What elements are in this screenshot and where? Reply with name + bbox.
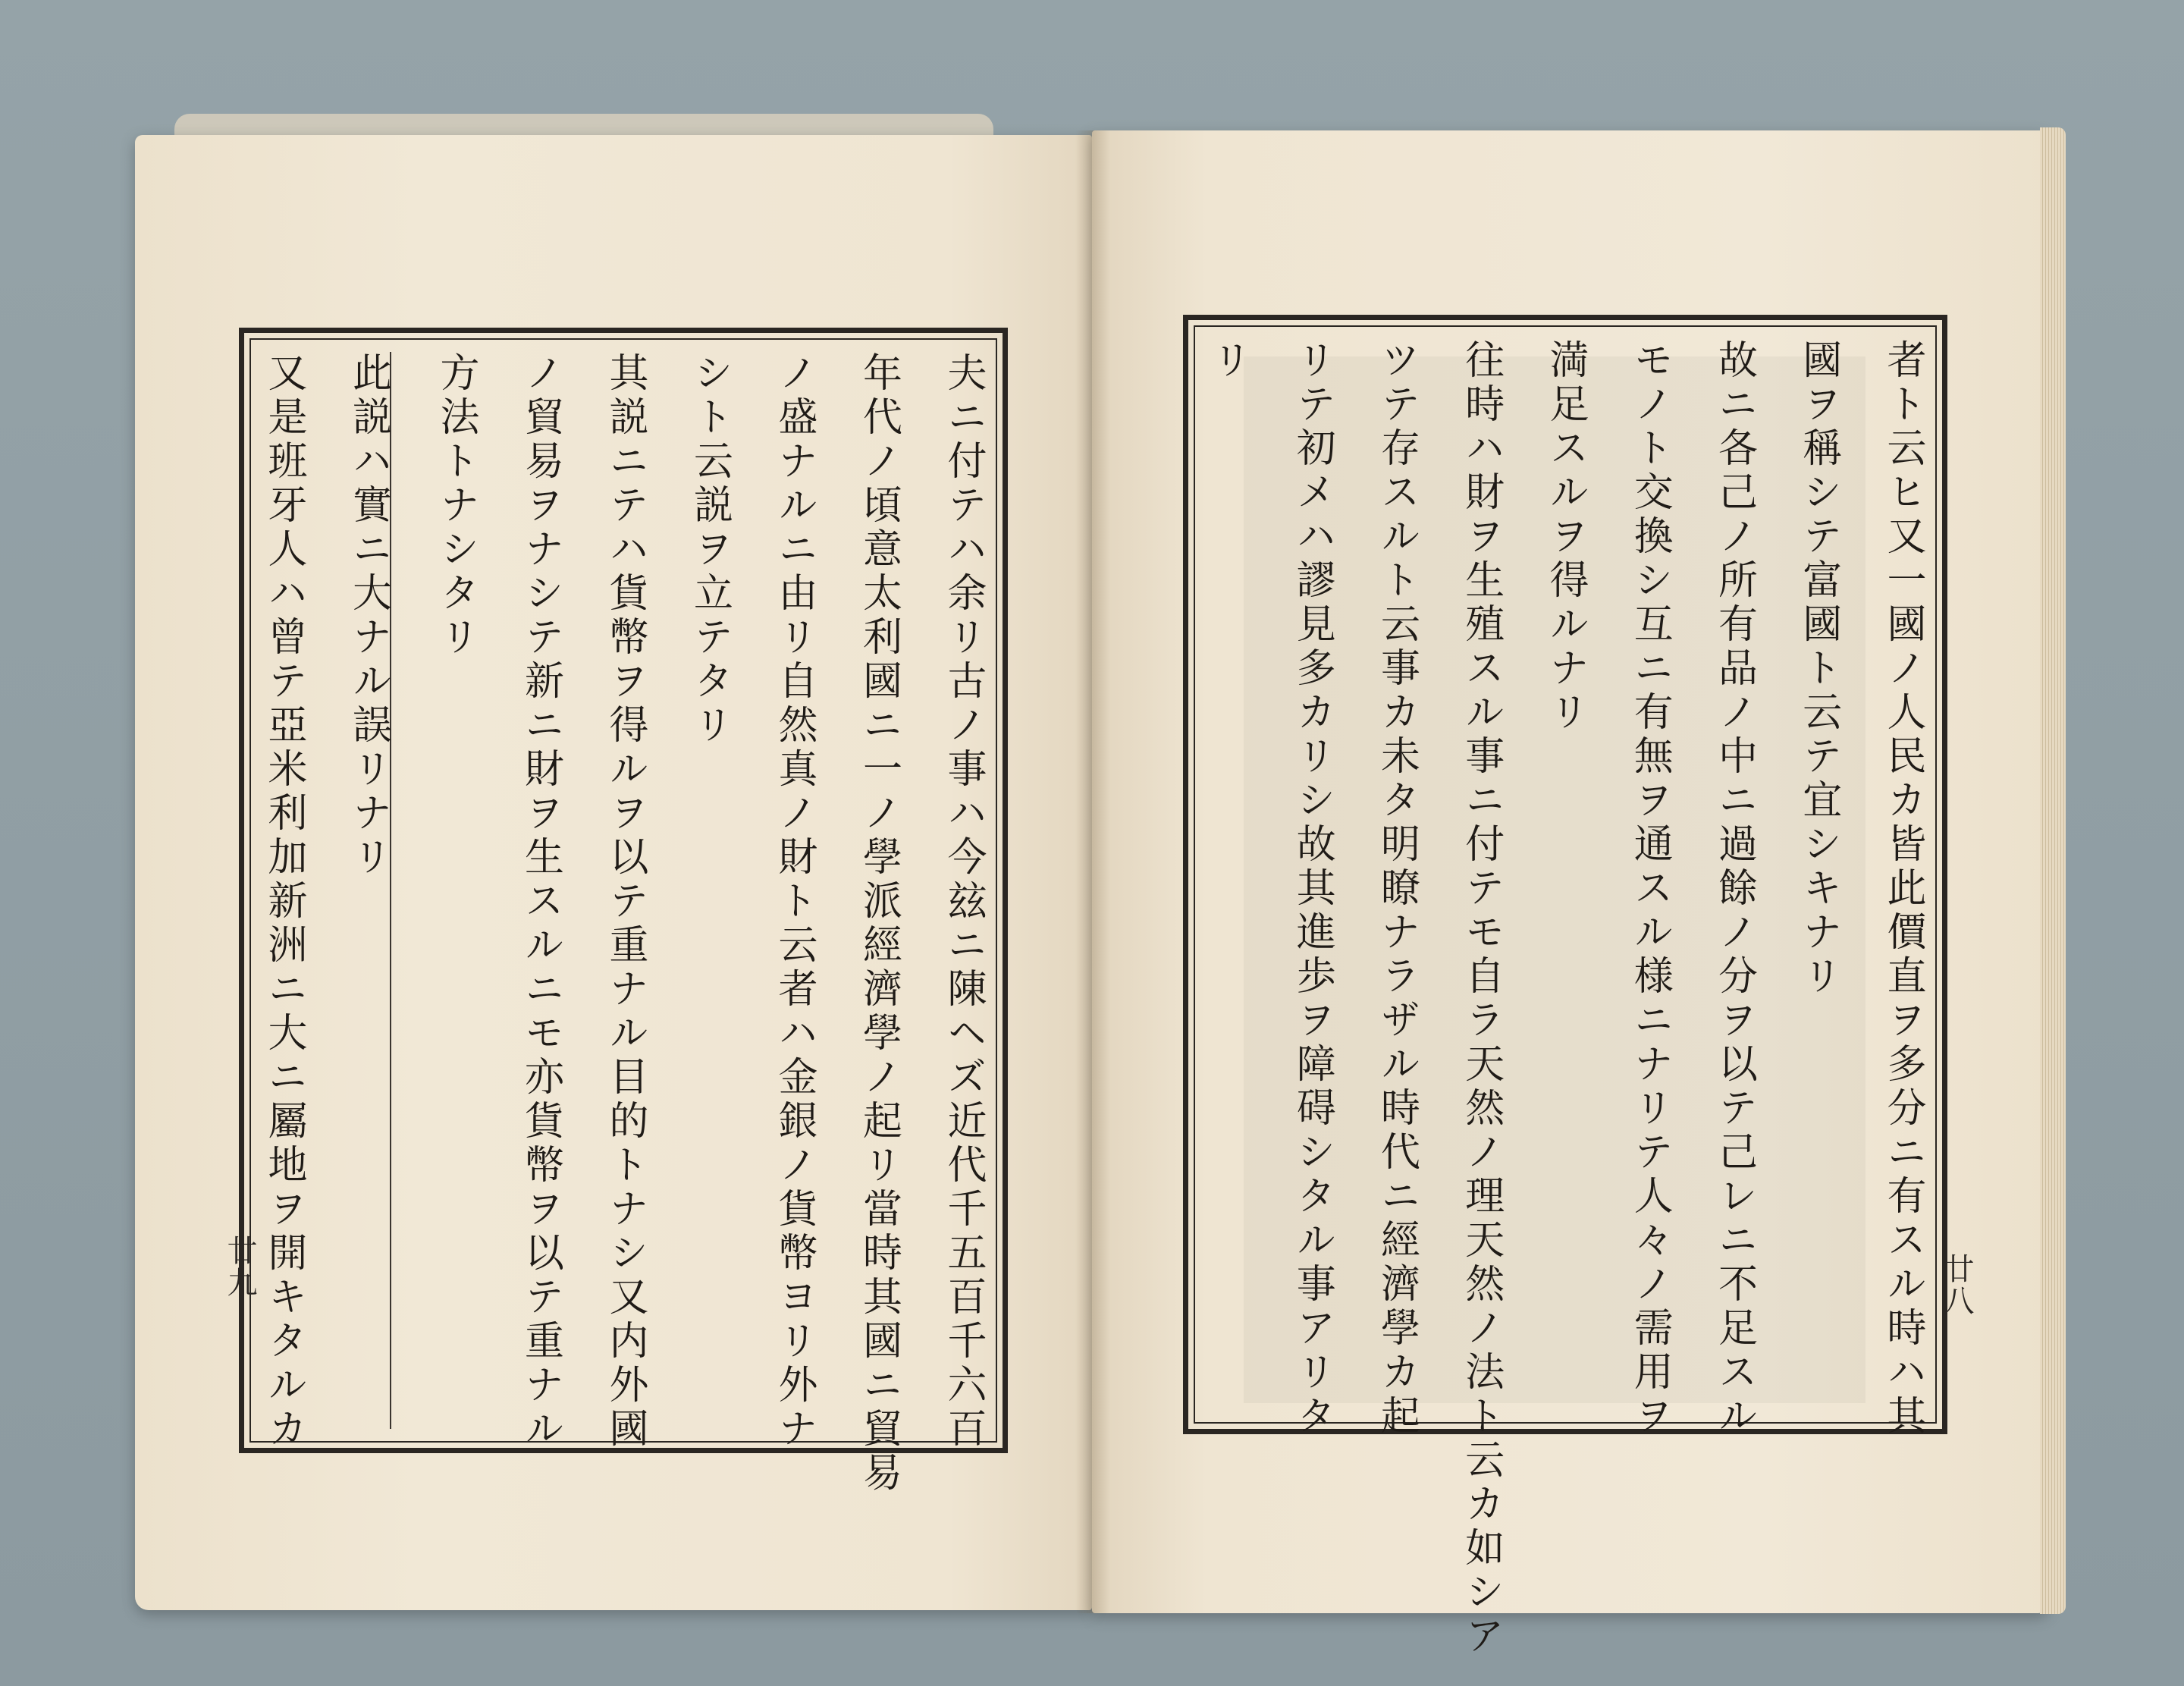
text-column: 者ト云ヒ又一國ノ人民カ皆此價直ヲ多分ニ有スル時ハ其 <box>1880 339 1925 1439</box>
left-text-frame <box>239 328 1008 1496</box>
text-column: シト云説ヲ立テタリ <box>686 352 733 748</box>
page-stack-edge <box>2040 127 2066 1614</box>
text-column: 方法トナシタリ <box>433 352 479 660</box>
book-spine <box>1075 130 1110 1613</box>
text-column: リ <box>1205 339 1250 383</box>
text-column: 故ニ各己ノ所有品ノ中ニ過餘ノ分ヲ以テ己レニ不足スル <box>1711 339 1757 1439</box>
text-column: 満足スルヲ得ルナリ <box>1542 339 1588 735</box>
text-column: 年代ノ頃意太利國ニ一ノ學派經濟學ノ起リ當時其國ニ貿易 <box>855 352 902 1496</box>
text-column: 國ヲ稱シテ富國ト云テ宜シキナリ <box>1795 339 1841 999</box>
text-column: 其説ニテハ貨幣ヲ得ルヲ以テ重ナル目的トナシ又内外國 <box>602 352 648 1452</box>
left-text-columns <box>261 352 986 1496</box>
left-page-number: 廿九 <box>222 1235 257 1298</box>
text-column: 往時ハ財ヲ生殖スル事ニ付テモ自ラ天然ノ理天然ノ法ト云カ如シア <box>1458 339 1504 1659</box>
text-column: ツテ存スルト云事カ未タ明瞭ナラザル時代ニ經濟學カ起 <box>1373 339 1420 1439</box>
text-column: ノ盛ナルニ由リ自然真ノ財ト云者ハ金銀ノ貨幣ヨリ外ナ <box>771 352 817 1452</box>
text-column: 此説ハ實ニ大ナル誤リナリ <box>349 352 391 1429</box>
text-column: モノト交換シ互ニ有無ヲ通スル様ニナリテ人々ノ需用ヲ <box>1627 339 1673 1439</box>
text-column: リテ初メハ謬見多カリシ故其進歩ヲ障碍シタル事アリタ <box>1289 339 1335 1439</box>
text-column: 又是班牙人ハ曾テ亞米利加新洲ニ大ニ屬地ヲ開キタルカ <box>261 352 306 1452</box>
right-text-frame <box>1183 315 1947 1659</box>
text-column: 夫ニ付テハ余リ古ノ事ハ今玆ニ陳ヘズ近代千五百千六百 <box>940 352 986 1452</box>
right-text-columns <box>1205 339 1925 1659</box>
right-page-number: 廿八 <box>1939 1253 1974 1317</box>
text-column: ノ貿易ヲナシテ新ニ財ヲ生スルニモ亦貨幣ヲ以テ重ナル <box>517 352 563 1452</box>
